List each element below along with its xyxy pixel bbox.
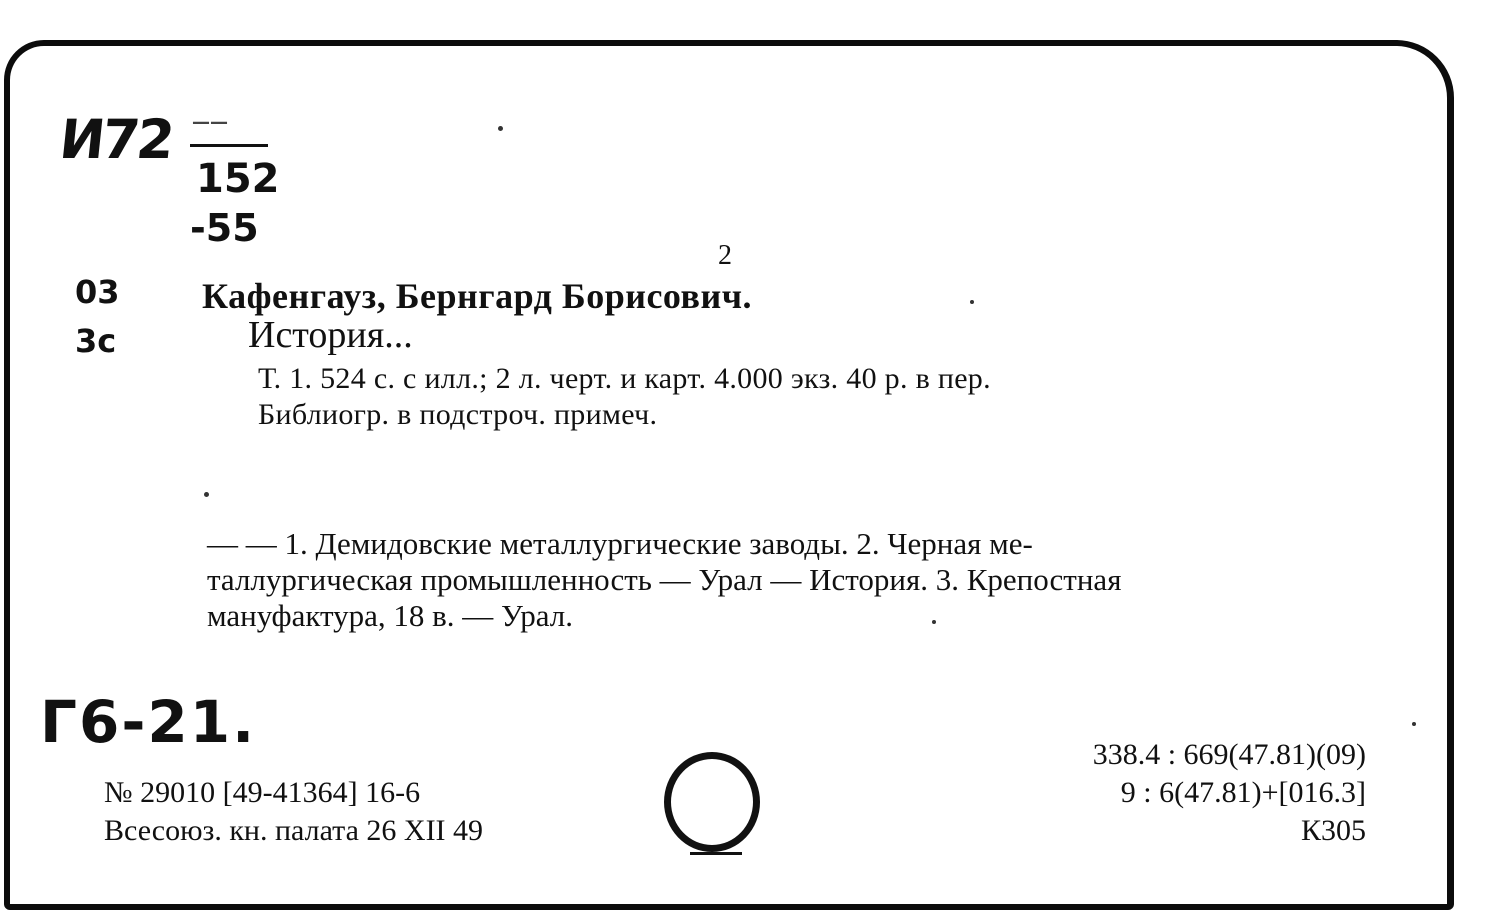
shelfmark-fraction-line — [190, 144, 268, 147]
book-title: История... — [248, 314, 413, 356]
collation-line-1: Т. 1. 524 с. с илл.; 2 л. черт. и карт. 4.000 экз. 40 р. в пер. — [258, 362, 991, 395]
book-chamber-date: Всесоюз. кн. палата 26 XII 49 — [104, 814, 484, 847]
location-mark: Г6-21. — [40, 688, 257, 756]
author-heading: Кафенгауз, Бернгард Борисович. — [202, 276, 753, 316]
punch-hole-circle — [664, 752, 760, 852]
scan-speck — [1412, 722, 1416, 726]
punch-hole-underline — [690, 852, 742, 855]
collation-line-2: Библиогр. в подстроч. примеч. — [258, 398, 658, 431]
classification-udc: 338.4 : 669(47.81)(09) — [1092, 738, 1366, 771]
scan-speck — [932, 620, 936, 624]
shelfmark-suffix: -55 — [190, 206, 259, 250]
sequence-number: 2 — [718, 240, 732, 271]
subject-line-1: — — 1. Демидовские металлургические заводы. 2. Черная ме- — [207, 526, 1033, 561]
registration-number: № 29010 [49-41364] 16-6 — [104, 776, 421, 809]
author-sign: К305 — [1300, 814, 1366, 847]
shelfmark-main: И72 — [56, 108, 175, 171]
subject-line-3: мануфактура, 18 в. — Урал. — [207, 598, 573, 633]
shelfmark-denominator: 152 — [196, 156, 280, 202]
subject-line-2: таллургическая промышленность — Урал — История. 3. Крепостная — [207, 562, 1122, 597]
subject-headings — [207, 526, 1367, 634]
scan-speck — [204, 492, 209, 497]
classification-bbk: 9 : 6(47.81)+[016.3] — [1120, 776, 1366, 809]
scan-speck — [970, 300, 974, 304]
scan-speck — [498, 126, 503, 131]
shelfmark-numerator: —— — [192, 112, 228, 133]
side-code-1: 03 — [75, 273, 120, 311]
side-code-2: 3с — [75, 322, 117, 360]
